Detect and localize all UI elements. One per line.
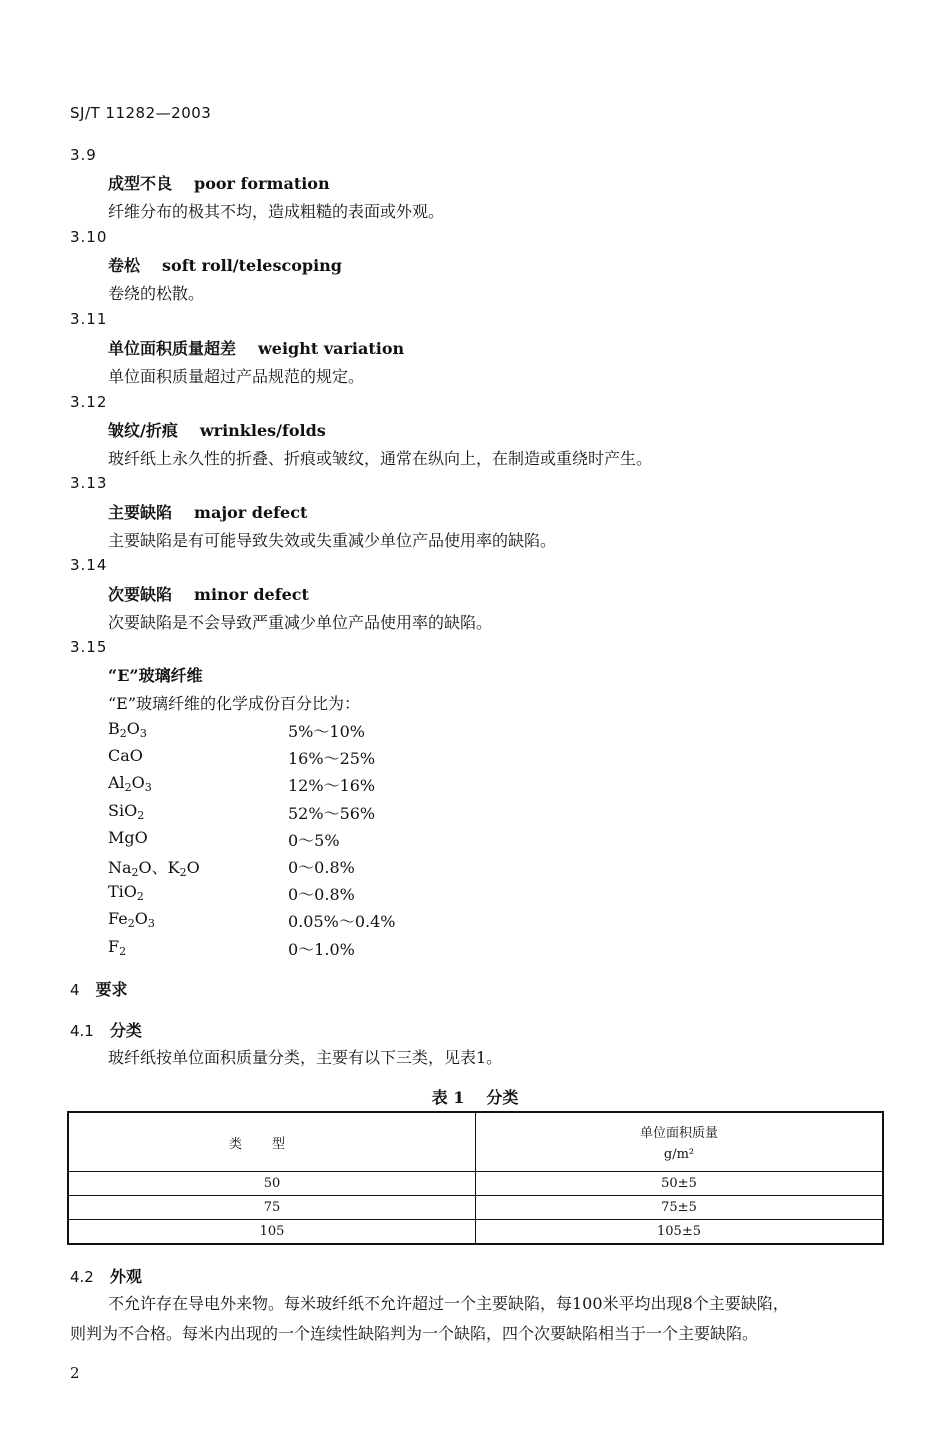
oxide-percentage: 0～5% (288, 830, 340, 850)
oxide-formula: MgO (108, 827, 148, 847)
term-en: major defect (194, 503, 308, 522)
clause-number: 3.9 (70, 146, 97, 164)
clause-number: 3.13 (70, 474, 108, 492)
term-definition: 玻纤纸上永久性的折叠、折痕或皱纹，通常在纵向上，在制造或重绕时产生。 (108, 449, 653, 468)
oxide-formula: $Al_2O_3$ (108, 773, 152, 795)
term-title (108, 582, 309, 605)
term-definition: 卷绕的松散。 (108, 284, 205, 303)
classification-text: 玻纤纸按单位面积质量分类，主要有以下三类，见表1。 (108, 1048, 503, 1067)
section-title: 分类 (109, 1021, 142, 1040)
term-cn: 单位面积质量超差 (108, 339, 237, 358)
term-en: weight variation (258, 339, 405, 358)
clause-number: 3.10 (70, 228, 108, 246)
oxide-formula: $Na_2O$、$K_2O$ (108, 858, 200, 879)
section-title: 要求 (95, 980, 128, 999)
oxide-formula: SiO$_2$ (108, 800, 145, 822)
oxide-formula: $B_2O_3$ (108, 719, 147, 740)
term-definition: “E”玻璃纤维的化学成份百分比为： (108, 694, 361, 713)
term-cn: 次要缺陷 (108, 585, 173, 604)
appearance-line-2: 则判为不合格。每米内出现的一个连续性缺陷判为一个缺陷，四个次要缺陷相当于一个主要缺陷。 (70, 1324, 759, 1343)
term-title (108, 500, 307, 523)
table-caption-title: 分类 (486, 1088, 519, 1107)
cell-weight: 50±5 (476, 1172, 884, 1196)
table-row (68, 1172, 883, 1196)
cell-weight: 105±5 (476, 1220, 884, 1245)
oxide-percentage: 12%～16% (288, 776, 376, 796)
term-cn: 卷松 (108, 256, 141, 275)
header-type (68, 1112, 476, 1172)
oxide-percentage: 0～0.8% (288, 858, 355, 877)
oxide-percentage: 5%～10% (288, 722, 365, 741)
term-en: wrinkles/folds (199, 421, 326, 440)
clause-number: 3.15 (70, 638, 108, 656)
oxide-formula: $F_2$ (108, 936, 127, 958)
page-number: 2 (70, 1364, 80, 1382)
term-cn: 皱纹/折痕 (108, 421, 178, 440)
section-number: 4 (70, 981, 80, 999)
cell-type: 75 (68, 1196, 476, 1220)
term-en: minor defect (194, 585, 309, 604)
section-number: 4.1 (70, 1022, 94, 1040)
classification-table (67, 1111, 884, 1245)
term-definition: 主要缺陷是有可能导致失效或失重减少单位产品使用率的缺陷。 (108, 531, 557, 550)
table-caption-number: 表 1 (431, 1088, 465, 1107)
cell-weight: 75±5 (476, 1196, 884, 1220)
section-title: 外观 (109, 1267, 142, 1286)
header-type-label: 类型 (228, 1136, 315, 1152)
section-heading (70, 977, 128, 1000)
clause-number: 3.12 (70, 393, 108, 411)
section-number: 4.2 (70, 1268, 94, 1286)
table-caption (0, 1085, 950, 1108)
term-definition: 纤维分布的极其不均，造成粗糙的表面或外观。 (108, 202, 445, 221)
term-title (108, 336, 404, 359)
cell-type: 50 (68, 1172, 476, 1196)
term-title (108, 171, 330, 194)
table-row (68, 1220, 883, 1245)
term-cn: 成型不良 (108, 174, 173, 193)
oxide-formula: $Fe_2O_3$ (108, 909, 155, 931)
term-title (108, 418, 326, 441)
appearance-text (70, 1289, 890, 1349)
term-en: poor formation (194, 174, 330, 193)
term-en: soft roll/telescoping (162, 256, 342, 275)
oxide-formula: TiO$_2$ (108, 882, 144, 904)
clause-number: 3.14 (70, 556, 108, 574)
term-definition: 单位面积质量超过产品规范的规定。 (108, 367, 365, 386)
appearance-line-1: 不允许存在导电外来物。每米玻纤纸不允许超过一个主要缺陷，每100米平均出现8个主要缺陷， (108, 1294, 789, 1313)
subsection-heading (70, 1018, 142, 1041)
table-row (68, 1196, 883, 1220)
oxide-percentage: 52%～56% (288, 803, 376, 823)
oxide-percentage: 0.05%～0.4% (288, 912, 396, 932)
term-title (108, 253, 342, 276)
standard-number: SJ/T 11282—2003 (70, 104, 212, 122)
header-weight (476, 1112, 884, 1172)
oxide-formula: CaO (108, 746, 143, 766)
term-definition: 次要缺陷是不会导致严重减少单位产品使用率的缺陷。 (108, 613, 493, 632)
oxide-percentage: 16%～25% (288, 749, 376, 769)
clause-number: 3.11 (70, 310, 108, 328)
subsection-heading (70, 1264, 142, 1287)
oxide-percentage: 0～1.0% (288, 939, 355, 959)
term-title: “E”玻璃纤维 (108, 666, 203, 685)
cell-type: 105 (68, 1220, 476, 1245)
table-header-row (68, 1112, 883, 1172)
term-cn: 主要缺陷 (108, 503, 173, 522)
header-weight-unit: g/m² (663, 1147, 695, 1162)
header-weight-label: 单位面积质量 (639, 1126, 718, 1141)
oxide-percentage: 0～0.8% (288, 885, 355, 905)
